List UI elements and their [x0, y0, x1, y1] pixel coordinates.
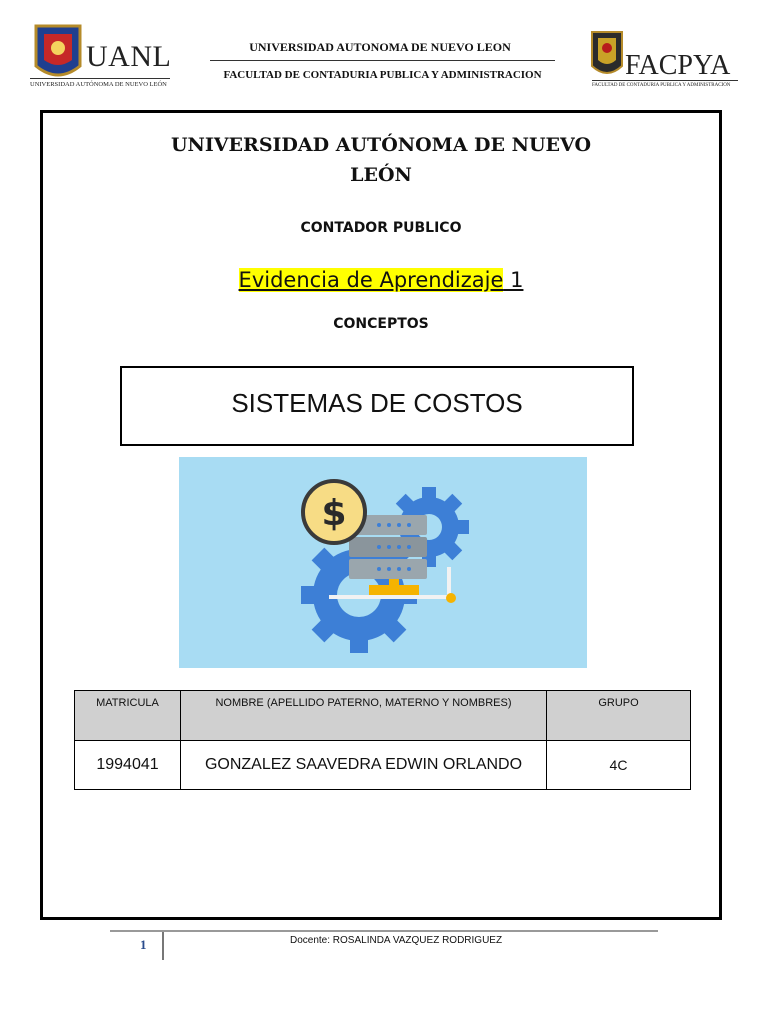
cost-systems-illustration [179, 457, 587, 668]
header-divider [210, 60, 555, 61]
header-university: UNIVERSIDAD AUTONOMA DE NUEVO LEON [249, 40, 511, 54]
student-info-table [74, 690, 691, 790]
header-grupo: GRUPO [547, 691, 691, 741]
docente-label: Docente: ROSALINDA VAZQUEZ RODRIGUEZ [290, 935, 503, 946]
header-faculty: FACULTAD DE CONTADURIA PUBLICA Y ADMINISTRACION [223, 69, 542, 81]
footer-divider [110, 930, 658, 932]
cover-title [40, 130, 722, 190]
table-header-row [75, 691, 691, 741]
uanl-logo-subtext: UNIVERSIDAD AUTÓNOMA DE NUEVO LEÓN [30, 78, 170, 88]
cell-matricula: 1994041 [75, 741, 181, 790]
evidence-label: Evidencia de Aprendizaje [238, 268, 504, 292]
table-row [75, 741, 691, 790]
facpya-logo-text: FACPYA [625, 50, 731, 81]
evidence-number: 1 [503, 268, 524, 292]
cover-title-line2: LEÓN [350, 164, 412, 186]
illustration-graphic [179, 457, 587, 668]
topic-title: SISTEMAS DE COSTOS [231, 388, 523, 418]
cell-grupo: 4C [547, 741, 691, 790]
topic-box [120, 366, 634, 446]
header-matricula: MATRICULA [75, 691, 181, 741]
svg-text:$: $ [321, 493, 347, 534]
evidence-heading [40, 268, 722, 292]
facpya-logo-subtext: FACULTAD DE CONTADURIA PUBLICA Y ADMINISTRACION [592, 80, 738, 88]
page-number: 1 [140, 937, 147, 952]
topic-label: CONCEPTOS [333, 316, 429, 332]
cover-title-line1: UNIVERSIDAD AUTÓNOMA DE NUEVO [170, 134, 591, 156]
cell-nombre: GONZALEZ SAAVEDRA EDWIN ORLANDO [181, 741, 547, 790]
page-number-bar [162, 932, 164, 960]
career-label: CONTADOR PUBLICO [300, 220, 462, 236]
dollar-coin-icon [303, 481, 365, 543]
header-nombre: NOMBRE (APELLIDO PATERNO, MATERNO Y NOMBRES) [181, 691, 547, 741]
uanl-logo-text: UANL [86, 40, 172, 73]
